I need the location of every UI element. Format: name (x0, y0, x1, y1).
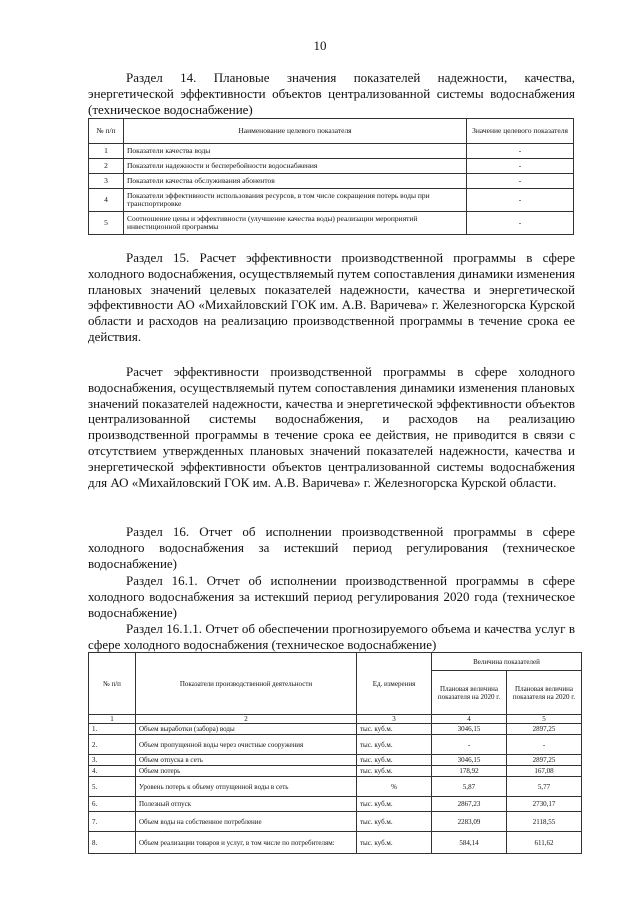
table-row: 6. Полезный отпуск тыс. куб.м. 2867,23 2730,17 (89, 797, 582, 812)
section-16-1-heading: Раздел 16.1. Отчет об исполнении производственной программы в сфере холодного водоснабжения за истекший период регулирования 2020 года (техническое водоснабжение) (88, 573, 575, 620)
col-header-name: Наименование целевого показателя (124, 119, 467, 144)
target-indicators-table (88, 118, 574, 235)
table-row: 2. Объем пропущенной воды через очистные сооружения тыс. куб.м. - - (89, 735, 582, 755)
col-header-fact: Плановая величина показателя на 2020 г. (507, 671, 582, 715)
table-row: 3. Объем отпуска в сеть тыс. куб.м. 3046,15 2897,25 (89, 755, 582, 766)
production-report-table (88, 652, 582, 854)
col-header-values: Величина показателей (432, 653, 582, 671)
col-header-num: № п/п (89, 653, 136, 715)
col-header-plan: Плановая величина показателя на 2020 г. (432, 671, 507, 715)
table-row: 3 Показатели качества обслуживания абонентов - (89, 174, 574, 189)
table-row: 1. Объем выработки (забора) воды тыс. куб.м. 3046,15 2897,25 (89, 724, 582, 735)
table-row: 4. Объем потерь тыс. куб.м. 178,92 167,08 (89, 766, 582, 777)
section-14-heading: Раздел 14. Плановые значения показателей надежности, качества, энергетической эффективности объектов централизованной системы водоснабжения (техническое водоснабжение) (88, 70, 575, 117)
section-15-heading: Раздел 15. Расчет эффективности производственной программы в сфере холодного водоснабжения, осуществляемый путем сопоставления динамики изменения плановых значений целевых показателей надежности, качества и энергетической эффективности АО «Михайловский ГОК им. А.В. Варичева» г. Железногорска Курской области и расходов на реализацию производственной программы в течение срока ее действия. (88, 250, 575, 344)
col-header-num: № п/п (89, 119, 124, 144)
col-header-value: Значение целевого показателя (467, 119, 574, 144)
table-row: 8. Объем реализации товаров и услуг, в том числе по потребителям: тыс. куб.м. 584,14 611,62 (89, 832, 582, 854)
table-row: 5 Соотношение цены и эффективности (улучшение качества воды) реализации мероприятий инвестиционной программы - (89, 212, 574, 235)
col-header-unit: Ед. измерения (357, 653, 432, 715)
section-16-heading: Раздел 16. Отчет об исполнении производственной программы в сфере холодного водоснабжения за истекший период регулирования (техническое водоснабжение) (88, 524, 575, 571)
section-15-body: Расчет эффективности производственной программы в сфере холодного водоснабжения, осуществляемый путем сопоставления динамики изменения плановых значений показателей надежности, качества и энергетической эффективности объектов централизованной системы водоснабжения, и расходов на реализацию производственной программы в течение срока ее действия, не приводится в связи с отсутствием утвержденных плановых значений показателей надежности, качества и энергетической эффективности объектов централизованной системы водоснабжения для АО «Михайловский ГОК им. А.В. Варичева» г. Железногорска Курской области. (88, 364, 575, 490)
table-row: 2 Показатели надежности и бесперебойности водоснабжения - (89, 159, 574, 174)
col-header-indicator: Показатели производственной деятельности (136, 653, 357, 715)
table-row: 7. Объем воды на собственное потребление тыс. куб.м. 2283,09 2118,55 (89, 812, 582, 832)
page-number: 10 (313, 38, 327, 53)
column-number-row: 1 2 3 4 5 (89, 715, 582, 724)
table-row: 5. Уровень потерь к объему отпущенной воды в сеть % 5,87 5,77 (89, 777, 582, 797)
section-16-1-1-heading: Раздел 16.1.1. Отчет об обеспечении прогнозируемого объема и качества услуг в сфере холодного водоснабжения (техническое водоснабжение) (88, 621, 575, 652)
table-row: 1 Показатели качества воды - (89, 144, 574, 159)
table-row: 4 Показатели эффективности использования ресурсов, в том числе сокращения потерь воды при транспортировке - (89, 189, 574, 212)
